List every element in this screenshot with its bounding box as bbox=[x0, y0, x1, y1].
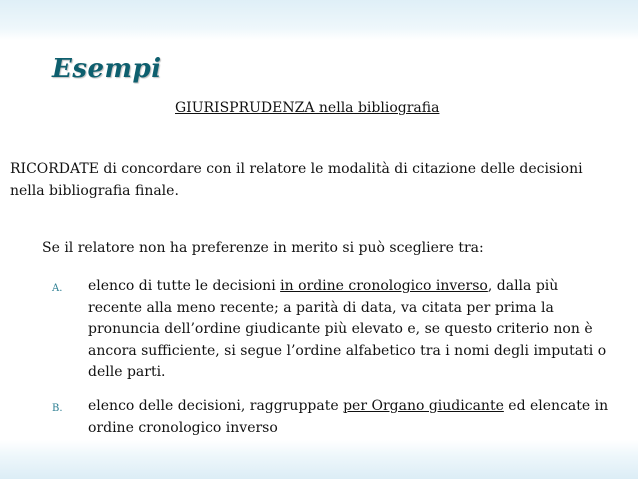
item-a-after: , dalla più recente alla meno recente; a parità di data, va citata per prima la pronuncia dell’ordine giudicante più elevato e, se questo criterio non è ancora sufficiente, si segue l’ordine alfabetico tra i nomi degli imputati o delle parti. bbox=[88, 278, 607, 381]
reminder-paragraph: RICORDATE di concordare con il relatore le modalità di citazione delle decisioni nella bibliografia finale. bbox=[10, 161, 583, 199]
list-item-a bbox=[52, 276, 612, 384]
list-marker-a: A. bbox=[52, 283, 63, 294]
item-b-underlined: per Organo giudicante bbox=[343, 398, 504, 414]
item-b-before: elenco delle decisioni, raggruppate bbox=[88, 398, 344, 414]
list-item-a-text bbox=[88, 276, 612, 384]
intro-line: Se il relatore non ha preferenze in merito si può scegliere tra: bbox=[42, 240, 484, 256]
slide-subtitle: GIURISPRUDENZA nella bibliografia bbox=[175, 100, 440, 116]
list-item-b-text bbox=[88, 396, 612, 439]
bottom-decorative-bar bbox=[0, 440, 638, 479]
slide-title: Esempi bbox=[52, 54, 162, 84]
top-decorative-bar bbox=[0, 0, 638, 40]
item-b-after: ed elencate in ordine cronologico inverso bbox=[88, 398, 609, 436]
list-marker-b: B. bbox=[52, 403, 63, 414]
list-item-b bbox=[52, 396, 612, 439]
item-a-before: elenco di tutte le decisioni bbox=[88, 278, 281, 294]
item-a-underlined: in ordine cronologico inverso bbox=[280, 278, 488, 294]
